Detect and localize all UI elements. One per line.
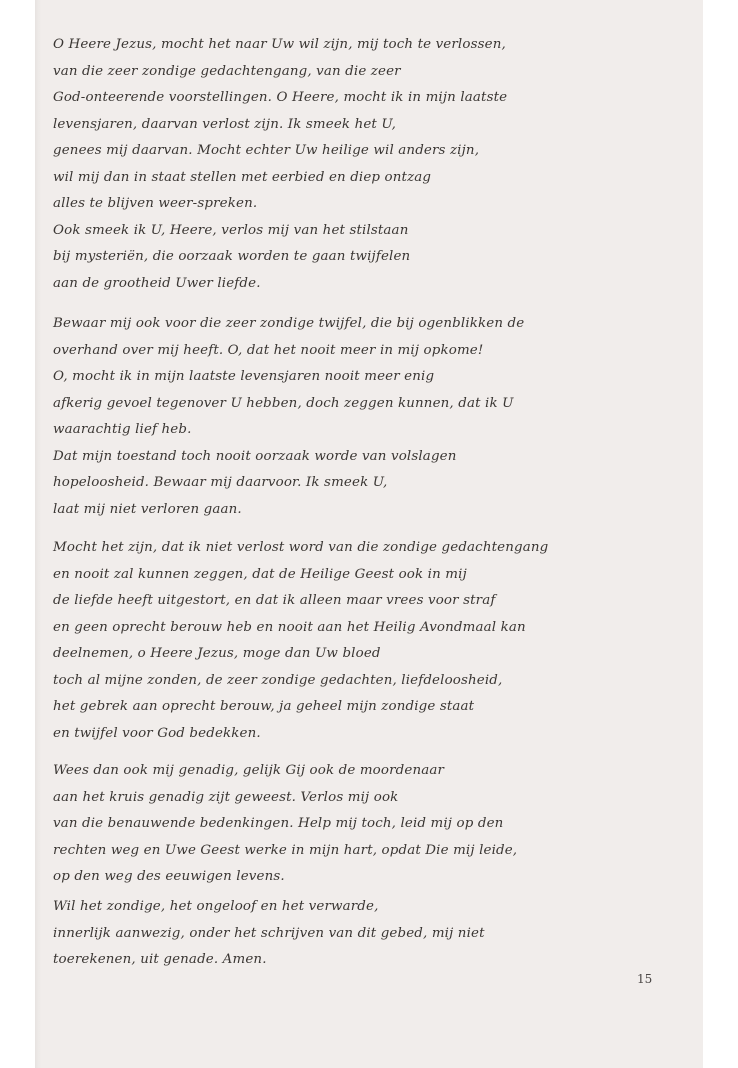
page-number: 15 xyxy=(637,972,653,986)
text-line: aan de grootheid Uwer liefde. xyxy=(53,275,261,291)
text-line: rechten weg en Uwe Geest werke in mijn hart, opdat Die mij leide, xyxy=(53,842,518,858)
text-line: waarachtig lief heb. xyxy=(53,422,192,437)
paragraph-3 xyxy=(53,535,613,747)
text-line: toerekenen, uit genade. Amen. xyxy=(53,952,267,967)
text-line: overhand over mij heeft. O, dat het nooit meer in mij opkome! xyxy=(53,342,484,358)
text-line: op den weg des eeuwigen levens. xyxy=(53,869,285,884)
text-line: Mocht het zijn, dat ik niet verlost word van die zondige gedachtengang xyxy=(53,540,549,555)
text-line: O Heere Jezus, mocht het naar Uw wil zijn, mij toch te verlossen, xyxy=(53,37,506,52)
text-line: het gebrek aan oprecht berouw, ja geheel mijn zondige staat xyxy=(53,699,475,714)
text-line: God-onteerende voorstellingen. O Heere, mocht ik in mijn laatste xyxy=(53,90,508,105)
paragraph-1 xyxy=(53,32,613,297)
text-line: deelnemen, o Heere Jezus, moge dan Uw bloed xyxy=(53,646,381,661)
text-line: bij mysteriën, die oorzaak worden te gaan twijfelen xyxy=(53,249,411,264)
text-line: innerlijk aanwezig, onder het schrijven van dit gebed, mij niet xyxy=(53,925,485,941)
text-line: wil mij dan in staat stellen met eerbied en diep ontzag xyxy=(53,169,432,185)
text-line: van die zeer zondige gedachtengang, van die zeer xyxy=(53,63,401,79)
paragraph-4 xyxy=(53,758,613,891)
text-line: laat mij niet verloren gaan. xyxy=(53,501,242,517)
text-line: toch al mijne zonden, de zeer zondige gedachten, liefdeloosheid, xyxy=(53,672,503,688)
text-line: O, mocht ik in mijn laatste levensjaren nooit meer enig xyxy=(53,369,435,384)
text-line: en nooit zal kunnen zeggen, dat de Heilige Geest ook in mij xyxy=(53,566,467,582)
text-line: Wees dan ook mij genadig, gelijk Gij ook de moordenaar xyxy=(53,763,445,778)
paragraph-5 xyxy=(53,894,613,974)
text-line: genees mij daarvan. Mocht echter Uw heilige wil anders zijn, xyxy=(53,143,480,158)
page-edge-shadow xyxy=(35,0,41,1068)
text-line: afkerig gevoel tegenover U hebben, doch zeggen kunnen, dat ik U xyxy=(53,395,514,411)
paragraph-2 xyxy=(53,311,613,523)
text-line: hopeloosheid. Bewaar mij daarvoor. Ik smeek U, xyxy=(53,475,388,490)
text-line: levensjaren, daarvan verlost zijn. Ik smeek het U, xyxy=(53,116,396,132)
text-line: van die benauwende bedenkingen. Help mij toch, leid mij op den xyxy=(53,816,504,831)
text-line: en twijfel voor God bedekken. xyxy=(53,725,261,741)
text-line: aan het kruis genadig zijt geweest. Verlos mij ook xyxy=(53,789,399,805)
text-line: Bewaar mij ook voor die zeer zondige twijfel, die bij ogenblikken de xyxy=(53,316,525,331)
text-line: Wil het zondige, het ongeloof en het verwarde, xyxy=(53,899,379,914)
text-line: de liefde heeft uitgestort, en dat ik alleen maar vrees voor straf xyxy=(53,593,496,608)
text-line: en geen oprecht berouw heb en nooit aan het Heilig Avondmaal kan xyxy=(53,619,526,635)
text-line: Ook smeek ik U, Heere, verlos mij van het stilstaan xyxy=(53,222,409,238)
text-line: Dat mijn toestand toch nooit oorzaak worde van volslagen xyxy=(53,448,457,464)
text-line: alles te blijven weer-spreken. xyxy=(53,196,258,211)
